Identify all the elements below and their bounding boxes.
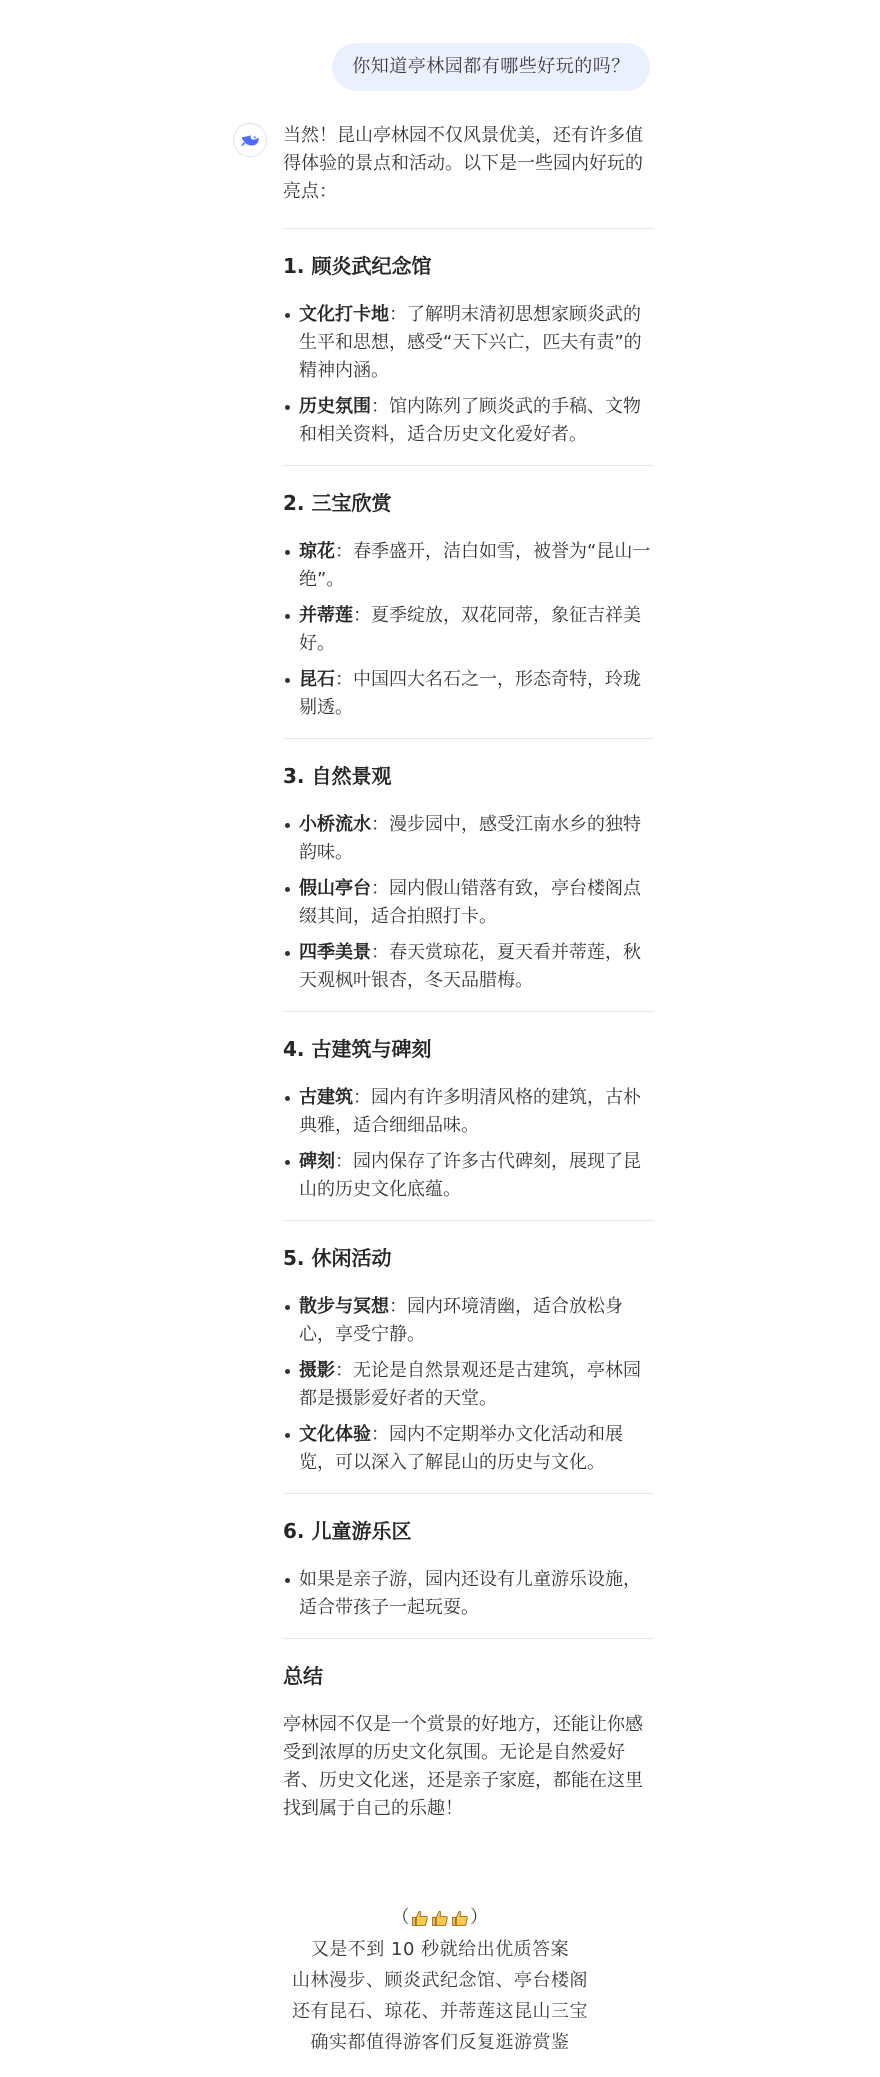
item-text: ：园内环境清幽，适合放松身心，享受宁静。 xyxy=(299,1296,623,1345)
item-key: 散步与冥想 xyxy=(299,1296,389,1317)
section-list xyxy=(283,1084,654,1204)
item-text: ：春天赏琼花，夏天看并蒂莲，秋天观枫叶银杏，冬天品腊梅。 xyxy=(299,942,641,991)
user-message-bubble: 你知道亭林园都有哪些好玩的吗？ xyxy=(332,43,650,91)
thumbs-up-group xyxy=(410,1903,470,1933)
caption-line: 还有昆石、琼花、并蒂莲这昆山三宝 xyxy=(292,2001,588,2022)
item-text: ：了解明末清初思想家顾炎武的生平和思想，感受“天下兴亡，匹夫有责”的精神内涵。 xyxy=(299,304,642,381)
item-key: 文化体验 xyxy=(299,1424,371,1445)
section-2 xyxy=(283,466,654,722)
item-text: ：园内有许多明清风格的建筑，古朴典雅，适合细细品味。 xyxy=(299,1087,641,1136)
item-key: 文化打卡地 xyxy=(299,304,389,325)
section-title: 4. 古建筑与碑刻 xyxy=(283,1037,432,1061)
item-text: ：漫步园中，感受江南水乡的独特韵味。 xyxy=(299,814,641,863)
thumbs-up-icon xyxy=(411,1909,429,1927)
assistant-answer xyxy=(283,122,654,1823)
item-text: ：中国四大名石之一，形态奇特，玲珑剔透。 xyxy=(299,669,641,718)
list-item xyxy=(283,301,654,385)
item-key: 摄影 xyxy=(299,1360,335,1381)
summary-text: 亭林园不仅是一个赏景的好地方，还能让你感受到浓厚的历史文化氛围。无论是自然爱好者、历史文化迷，还是亲子家庭，都能在这里找到属于自己的乐趣！ xyxy=(283,1714,643,1819)
section-1 xyxy=(283,229,654,449)
section-list xyxy=(283,301,654,449)
section-list xyxy=(283,538,654,722)
item-text: ：园内保存了许多古代碑刻，展现了昆山的历史文化底蕴。 xyxy=(299,1151,641,1200)
list-item xyxy=(283,1566,654,1622)
thumbs-up-icon xyxy=(451,1909,469,1927)
section-list xyxy=(283,1293,654,1477)
section-title: 6. 儿童游乐区 xyxy=(283,1519,412,1543)
section-title: 5. 休闲活动 xyxy=(283,1246,392,1270)
item-key: 并蒂莲 xyxy=(299,605,353,626)
list-item xyxy=(283,393,654,449)
thumbs-up-icon xyxy=(431,1909,449,1927)
list-item xyxy=(283,1148,654,1204)
list-item xyxy=(283,1357,654,1413)
item-key: 古建筑 xyxy=(299,1087,353,1108)
section-title: 3. 自然景观 xyxy=(283,764,392,788)
list-item xyxy=(283,1293,654,1349)
item-text: ：园内假山错落有致，亭台楼阁点缀其间，适合拍照打卡。 xyxy=(299,878,641,927)
item-text: ：无论是自然景观还是古建筑，亭林园都是摄影爱好者的天堂。 xyxy=(299,1360,641,1409)
caption-line: 山林漫步、顾炎武纪念馆、亭台楼阁 xyxy=(292,1970,588,1991)
list-item xyxy=(283,939,654,995)
caption-line: 又是不到 10 秒就给出优质答案 xyxy=(310,1939,570,1960)
item-text: ：春季盛开，洁白如雪，被誉为“昆山一绝”。 xyxy=(299,541,651,590)
list-item xyxy=(283,1421,654,1477)
section-list xyxy=(283,811,654,995)
list-item xyxy=(283,602,654,658)
item-text: ：夏季绽放，双花同蒂，象征吉祥美好。 xyxy=(299,605,641,654)
whale-logo-icon xyxy=(239,129,261,151)
answer-intro: 当然！昆山亭林园不仅风景优美，还有许多值得体验的景点和活动。以下是一些园内好玩的亮点： xyxy=(283,125,643,202)
summary-section xyxy=(283,1639,654,1823)
item-key: 碑刻 xyxy=(299,1151,335,1172)
list-item xyxy=(283,875,654,931)
list-item xyxy=(283,811,654,867)
section-3 xyxy=(283,739,654,995)
item-key: 琼花 xyxy=(299,541,335,562)
item-key: 昆石 xyxy=(299,669,335,690)
section-title: 1. 顾炎武纪念馆 xyxy=(283,254,432,278)
assistant-avatar xyxy=(233,123,267,157)
caption-open-paren: （ xyxy=(391,1907,410,1928)
item-key: 四季美景 xyxy=(299,942,371,963)
section-4 xyxy=(283,1012,654,1204)
caption-line: 确实都值得游客们反复逛游赏鉴 xyxy=(310,2032,570,2053)
summary-title: 总结 xyxy=(283,1664,323,1688)
list-item xyxy=(283,666,654,722)
item-text: 如果是亲子游，园内还设有儿童游乐设施，适合带孩子一起玩耍。 xyxy=(299,1569,641,1618)
section-list xyxy=(283,1566,654,1622)
section-5 xyxy=(283,1221,654,1477)
item-key: 历史氛围 xyxy=(299,396,371,417)
item-key: 小桥流水 xyxy=(299,814,371,835)
list-item xyxy=(283,538,654,594)
section-title: 2. 三宝欣赏 xyxy=(283,491,392,515)
section-6 xyxy=(283,1494,654,1622)
list-item xyxy=(283,1084,654,1140)
item-text: ：园内不定期举办文化活动和展览，可以深入了解昆山的历史与文化。 xyxy=(299,1424,623,1473)
caption-thumbs-line xyxy=(0,1903,880,1933)
caption-close-paren: ） xyxy=(470,1907,489,1928)
item-key: 假山亭台 xyxy=(299,878,371,899)
item-text: ：馆内陈列了顾炎武的手稿、文物和相关资料，适合历史文化爱好者。 xyxy=(299,396,641,445)
